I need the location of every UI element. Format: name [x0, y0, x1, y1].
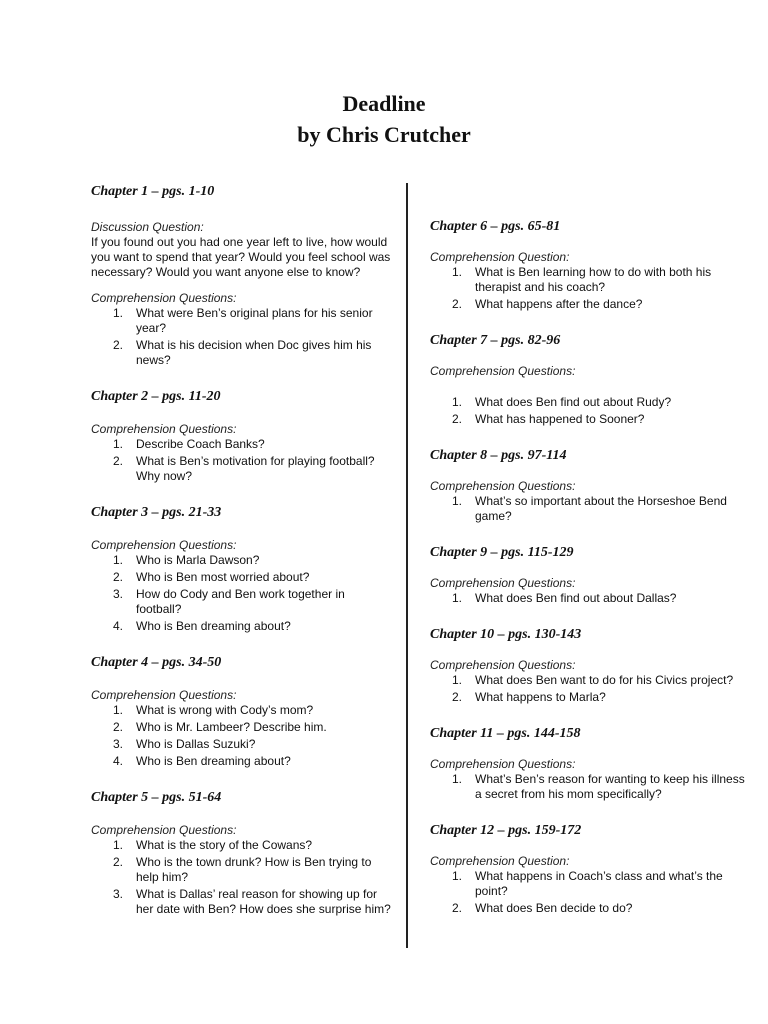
question-item: 1. What happens in Coach’s class and what’s the point? [452, 869, 723, 898]
comprehension-label: Comprehension Questions: [430, 658, 576, 672]
question-item: 3. Who is Dallas Suzuki? [113, 737, 256, 751]
chapter-title: Chapter 12 – pgs. 159-172 [430, 823, 582, 838]
chapter-12 [430, 822, 750, 916]
comprehension-label: Comprehension Questions: [430, 479, 576, 493]
chapter-8 [430, 447, 750, 524]
question-item: 1. What were Ben’s original plans for his senior year? [113, 306, 373, 335]
left-column [91, 183, 391, 919]
question-list [91, 703, 391, 769]
chapter-9 [430, 544, 750, 606]
question-item: 1. What is wrong with Cody’s mom? [113, 703, 314, 717]
chapter-title: Chapter 3 – pgs. 21-33 [91, 505, 222, 520]
chapter-title: Chapter 8 – pgs. 97-114 [430, 448, 567, 463]
question-list [430, 673, 750, 705]
question-list [91, 437, 391, 484]
comprehension-label: Comprehension Questions: [430, 364, 576, 378]
chapter-title: Chapter 10 – pgs. 130-143 [430, 627, 582, 642]
question-item: 1. What is the story of the Cowans? [113, 838, 313, 852]
question-list [430, 265, 750, 312]
chapter-6 [430, 218, 750, 312]
comprehension-label: Comprehension Questions: [430, 576, 576, 590]
question-item: 1. What does Ben find out about Dallas? [452, 591, 677, 605]
chapter-7 [430, 332, 750, 427]
question-item: 2. Who is Mr. Lambeer? Describe him. [113, 720, 327, 734]
question-list [91, 306, 391, 368]
chapter-title: Chapter 9 – pgs. 115-129 [430, 545, 574, 560]
question-item: 1. Describe Coach Banks? [113, 437, 265, 451]
comprehension-label: Comprehension Questions: [91, 688, 237, 702]
question-item: 2. What happens to Marla? [452, 690, 606, 704]
comprehension-label: Comprehension Questions: [91, 538, 237, 552]
discussion-text: If you found out you had one year left to live, how would you want to spend that year? Would you feel school was necessary? Would you want anyone else to know? [91, 235, 391, 279]
chapter-title: Chapter 5 – pgs. 51-64 [91, 790, 222, 805]
document-title [0, 88, 768, 150]
question-item: 1. What does Ben find out about Rudy? [452, 395, 672, 409]
chapter-10 [430, 626, 750, 705]
chapter-2 [91, 388, 391, 484]
question-list [430, 591, 750, 606]
question-list [430, 869, 750, 916]
comprehension-label: Comprehension Questions: [91, 422, 237, 436]
right-column [430, 218, 750, 918]
question-item: 1. Who is Marla Dawson? [113, 553, 260, 567]
comprehension-label: Comprehension Questions: [430, 757, 576, 771]
question-list [430, 494, 750, 524]
question-item: 4. Who is Ben dreaming about? [113, 619, 291, 633]
question-item: 2. Who is the town drunk? How is Ben trying to help him? [113, 855, 372, 884]
question-item: 3. How do Cody and Ben work together in football? [113, 587, 345, 616]
title-line-2: by Chris Crutcher [297, 122, 471, 147]
question-item: 1. What’s Ben’s reason for wanting to keep his illness a secret from his mom specifically? [452, 772, 745, 801]
column-divider [406, 183, 408, 948]
chapter-title: Chapter 1 – pgs. 1-10 [91, 184, 215, 199]
chapter-title: Chapter 6 – pgs. 65-81 [430, 219, 561, 234]
question-list [430, 772, 750, 802]
chapter-5 [91, 789, 391, 917]
question-item: 2. What is his decision when Doc gives him his news? [113, 338, 372, 367]
question-list [91, 553, 391, 634]
question-item: 1. What’s so important about the Horseshoe Bend game? [452, 494, 727, 523]
question-item: 4. Who is Ben dreaming about? [113, 754, 291, 768]
title-line-1: Deadline [342, 91, 426, 116]
question-item: 2. What has happened to Sooner? [452, 412, 645, 426]
question-list [91, 838, 391, 917]
question-item: 2. What happens after the dance? [452, 297, 643, 311]
chapter-title: Chapter 7 – pgs. 82-96 [430, 333, 561, 348]
chapter-11 [430, 725, 750, 802]
comprehension-label: Comprehension Questions: [91, 823, 237, 837]
chapter-title: Chapter 11 – pgs. 144-158 [430, 726, 581, 741]
question-item: 3. What is Dallas’ real reason for showing up for her date with Ben? How does she surprise him? [113, 887, 391, 916]
question-item: 1. What does Ben want to do for his Civics project? [452, 673, 734, 687]
question-item: 2. What is Ben’s motivation for playing football? Why now? [113, 454, 375, 483]
chapter-title: Chapter 4 – pgs. 34-50 [91, 655, 222, 670]
comprehension-label: Comprehension Questions: [91, 291, 237, 305]
chapter-4 [91, 654, 391, 769]
question-item: 1. What is Ben learning how to do with both his therapist and his coach? [452, 265, 712, 294]
chapter-3 [91, 504, 391, 634]
question-item: 2. Who is Ben most worried about? [113, 570, 310, 584]
comprehension-label: Comprehension Question: [430, 854, 570, 868]
question-item: 2. What does Ben decide to do? [452, 901, 633, 915]
chapter-1 [91, 183, 391, 368]
discussion-label: Discussion Question: [91, 220, 204, 234]
chapter-title: Chapter 2 – pgs. 11-20 [91, 389, 221, 404]
comprehension-label: Comprehension Question: [430, 250, 570, 264]
question-list [430, 395, 750, 427]
